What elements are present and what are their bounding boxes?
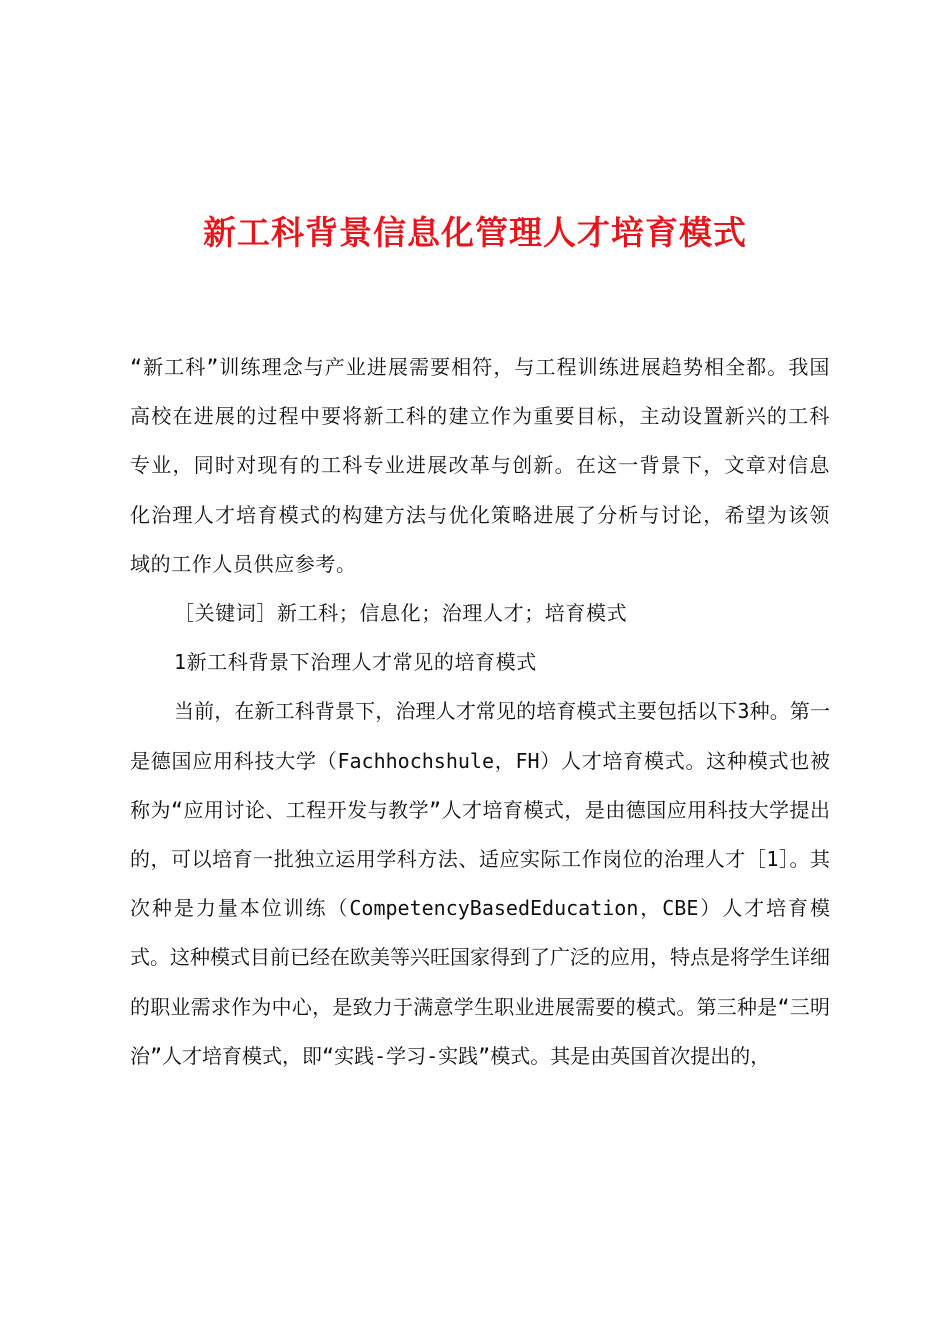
keywords-paragraph: ［关键词］新工科；信息化；治理人才；培育模式 (174, 601, 628, 626)
section-heading: 1新工科背景下治理人才常见的培育模式 (174, 650, 537, 675)
document-body (130, 343, 830, 1081)
abstract-paragraph: “新工科”训练理念与产业进展需要相符，与工程训练进展趋势相全都。我国高校在进展的过程中要将新工科的建立作为重要目标，主动设置新兴的工科专业，同时对现有的工科专业进展改革与创新。在这一背景下，文章对信息化治理人才培育模式的构建方法与优化策略进展了分析与讨论，希望为该领域的工作人员供应参考。 (130, 355, 830, 576)
document-title: 新工科背景信息化管理人才培育模式 (203, 213, 747, 252)
body-paragraph: 当前，在新工科背景下，治理人才常见的培育模式主要包括以下3种。第一是德国应用科技大学（Fachhochshule，FH）人才培育模式。这种模式也被称为“应用讨论、工程开发与教学”人才培育模式，是由德国应用科技大学提出的，可以培育一批独立运用学科方法、适应实际工作岗位的治理人才［1］。其次种是力量本位训练（CompetencyBasedEducation，CBE）人才培育模式。这种模式目前已经在欧美等兴旺国家得到了广泛的应用，特点是将学生详细的职业需求作为中心，是致力于满意学生职业进展需要的模式。第三种是“三明治”人才培育模式，即“实践-学习-实践”模式。其是由英国首次提出的， (130, 699, 830, 1068)
